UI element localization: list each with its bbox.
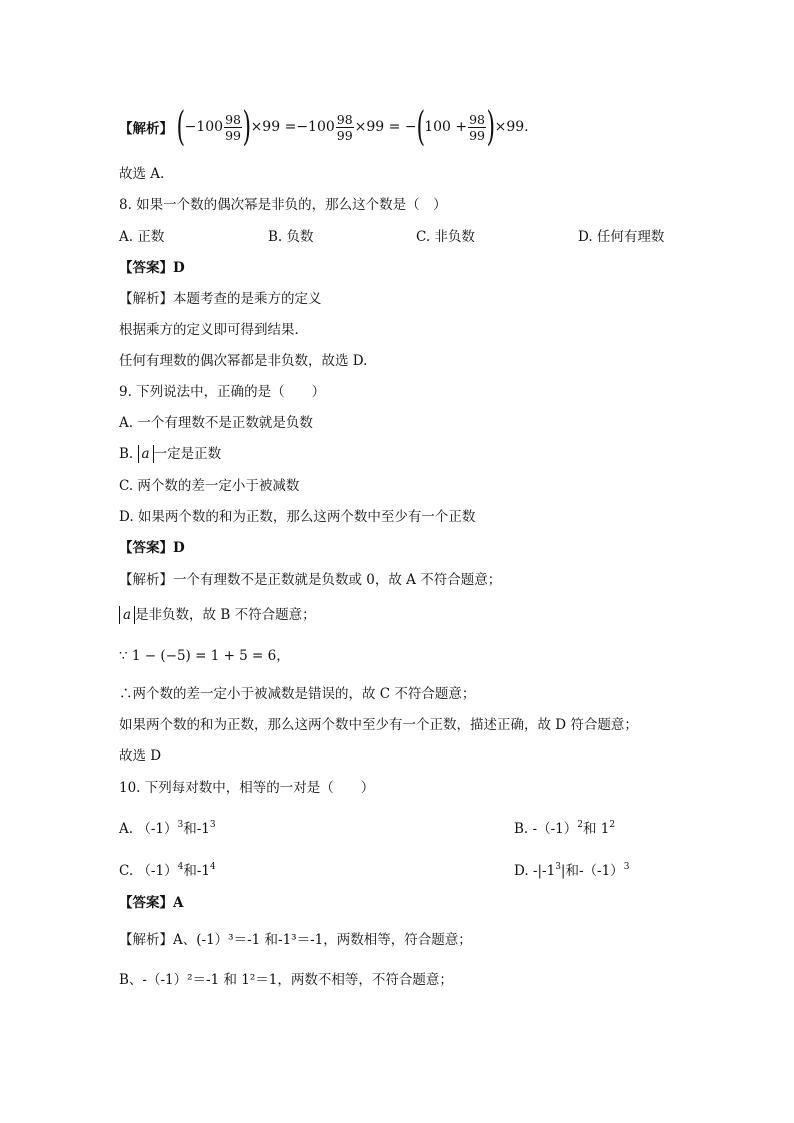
answer-9: 【答案】D — [119, 540, 185, 556]
analysis-9-line-2: a 是非负数，故 B 不符合题意； — [119, 605, 316, 625]
q10-option-b: B. $-(-1)^2$和 $1^2$ — [514, 820, 616, 837]
q9-option-d: D. 如果两个数的和为正数，那么这两个数中至少有一个正数 — [119, 509, 476, 525]
q8-option-d: D. 任何有理数 — [578, 229, 665, 245]
right-paren: ) — [242, 104, 252, 150]
answer-8: 【答案】D — [119, 260, 185, 276]
analysis-label: 【解析】 — [119, 121, 173, 137]
absolute-value: a — [138, 445, 154, 463]
analysis-formula — [119, 104, 529, 150]
analysis-8-line-2: 根据乘方的定义即可得到结果． — [119, 322, 308, 338]
analysis-10-line-1: 【解析】A、(-1）³＝-1 和-1³＝-1，两数相等，符合题意； — [119, 932, 472, 948]
analysis-9-line-4: ∴两个数的差一定小于被减数是错误的，故 C 不符合题意； — [119, 686, 476, 702]
fraction: $\frac{98}{99}$ — [469, 111, 485, 143]
q9-option-a: A. 一个有理数不是正数就是负数 — [119, 415, 313, 431]
analysis-9-line-6: 故选 D — [119, 748, 162, 764]
q8-option-b: B. 负数 — [268, 229, 314, 245]
fraction: $\frac{98}{99}$ — [225, 111, 241, 143]
right-paren: ) — [486, 104, 496, 150]
q10-option-a: A. $(-1)^3$和$-1^3$ — [119, 820, 216, 837]
analysis-8-line-1: 【解析】本题考查的是乘方的定义 — [119, 291, 322, 307]
q10-option-c: C. $(-1)^4$和$-1^4$ — [119, 862, 216, 879]
analysis-9-line-1: 【解析】一个有理数不是正数就是负数或 0，故 A 不符合题意； — [119, 572, 502, 588]
q10-option-d: D. $-|-1^3|$和$-(-1)^3$ — [514, 862, 630, 879]
analysis-10-line-2: B、-（-1）²＝-1 和 1²＝1，两数不相等，不符合题意； — [119, 972, 453, 988]
q8-option-a: A. 正数 — [119, 229, 165, 245]
question-8: 8. 如果一个数的偶次幂是非负的，那么这个数是（ ） — [119, 197, 447, 213]
formula-term: ×99. — [494, 119, 529, 135]
q9-option-b: B. a 一定是正数 — [119, 446, 222, 462]
analysis-9-line-3: ∵ 1 − (−5) = 1 + 5 = 6， — [119, 648, 290, 664]
analysis-8-line-3: 任何有理数的偶次幂都是非负数，故选 D. — [119, 353, 368, 369]
formula-term: 100 + — [424, 119, 468, 135]
formula-term: −100 — [184, 119, 224, 135]
left-paren: ( — [416, 104, 425, 150]
fraction: $\frac{98}{99}$ — [336, 111, 353, 143]
analysis-9-line-5: 如果两个数的和为正数，那么这两个数中至少有一个正数，描述正确，故 D 符合题意； — [119, 717, 638, 733]
absolute-value: a — [119, 606, 135, 624]
q9-option-c: C. 两个数的差一定小于被减数 — [119, 478, 300, 494]
q8-option-c: C. 非负数 — [416, 229, 475, 245]
question-10: 10. 下列每对数中，相等的一对是（ ） — [119, 780, 375, 796]
left-paren: ( — [176, 104, 186, 150]
formula-term: ×99 = − — [354, 119, 417, 135]
formula-term: ×99 = — [250, 119, 297, 135]
formula-term: −100 — [296, 119, 335, 135]
conclusion-line: 故选 A. — [119, 166, 165, 182]
question-9: 9. 下列说法中，正确的是（ ） — [119, 384, 326, 400]
answer-10: 【答案】A — [119, 895, 184, 911]
